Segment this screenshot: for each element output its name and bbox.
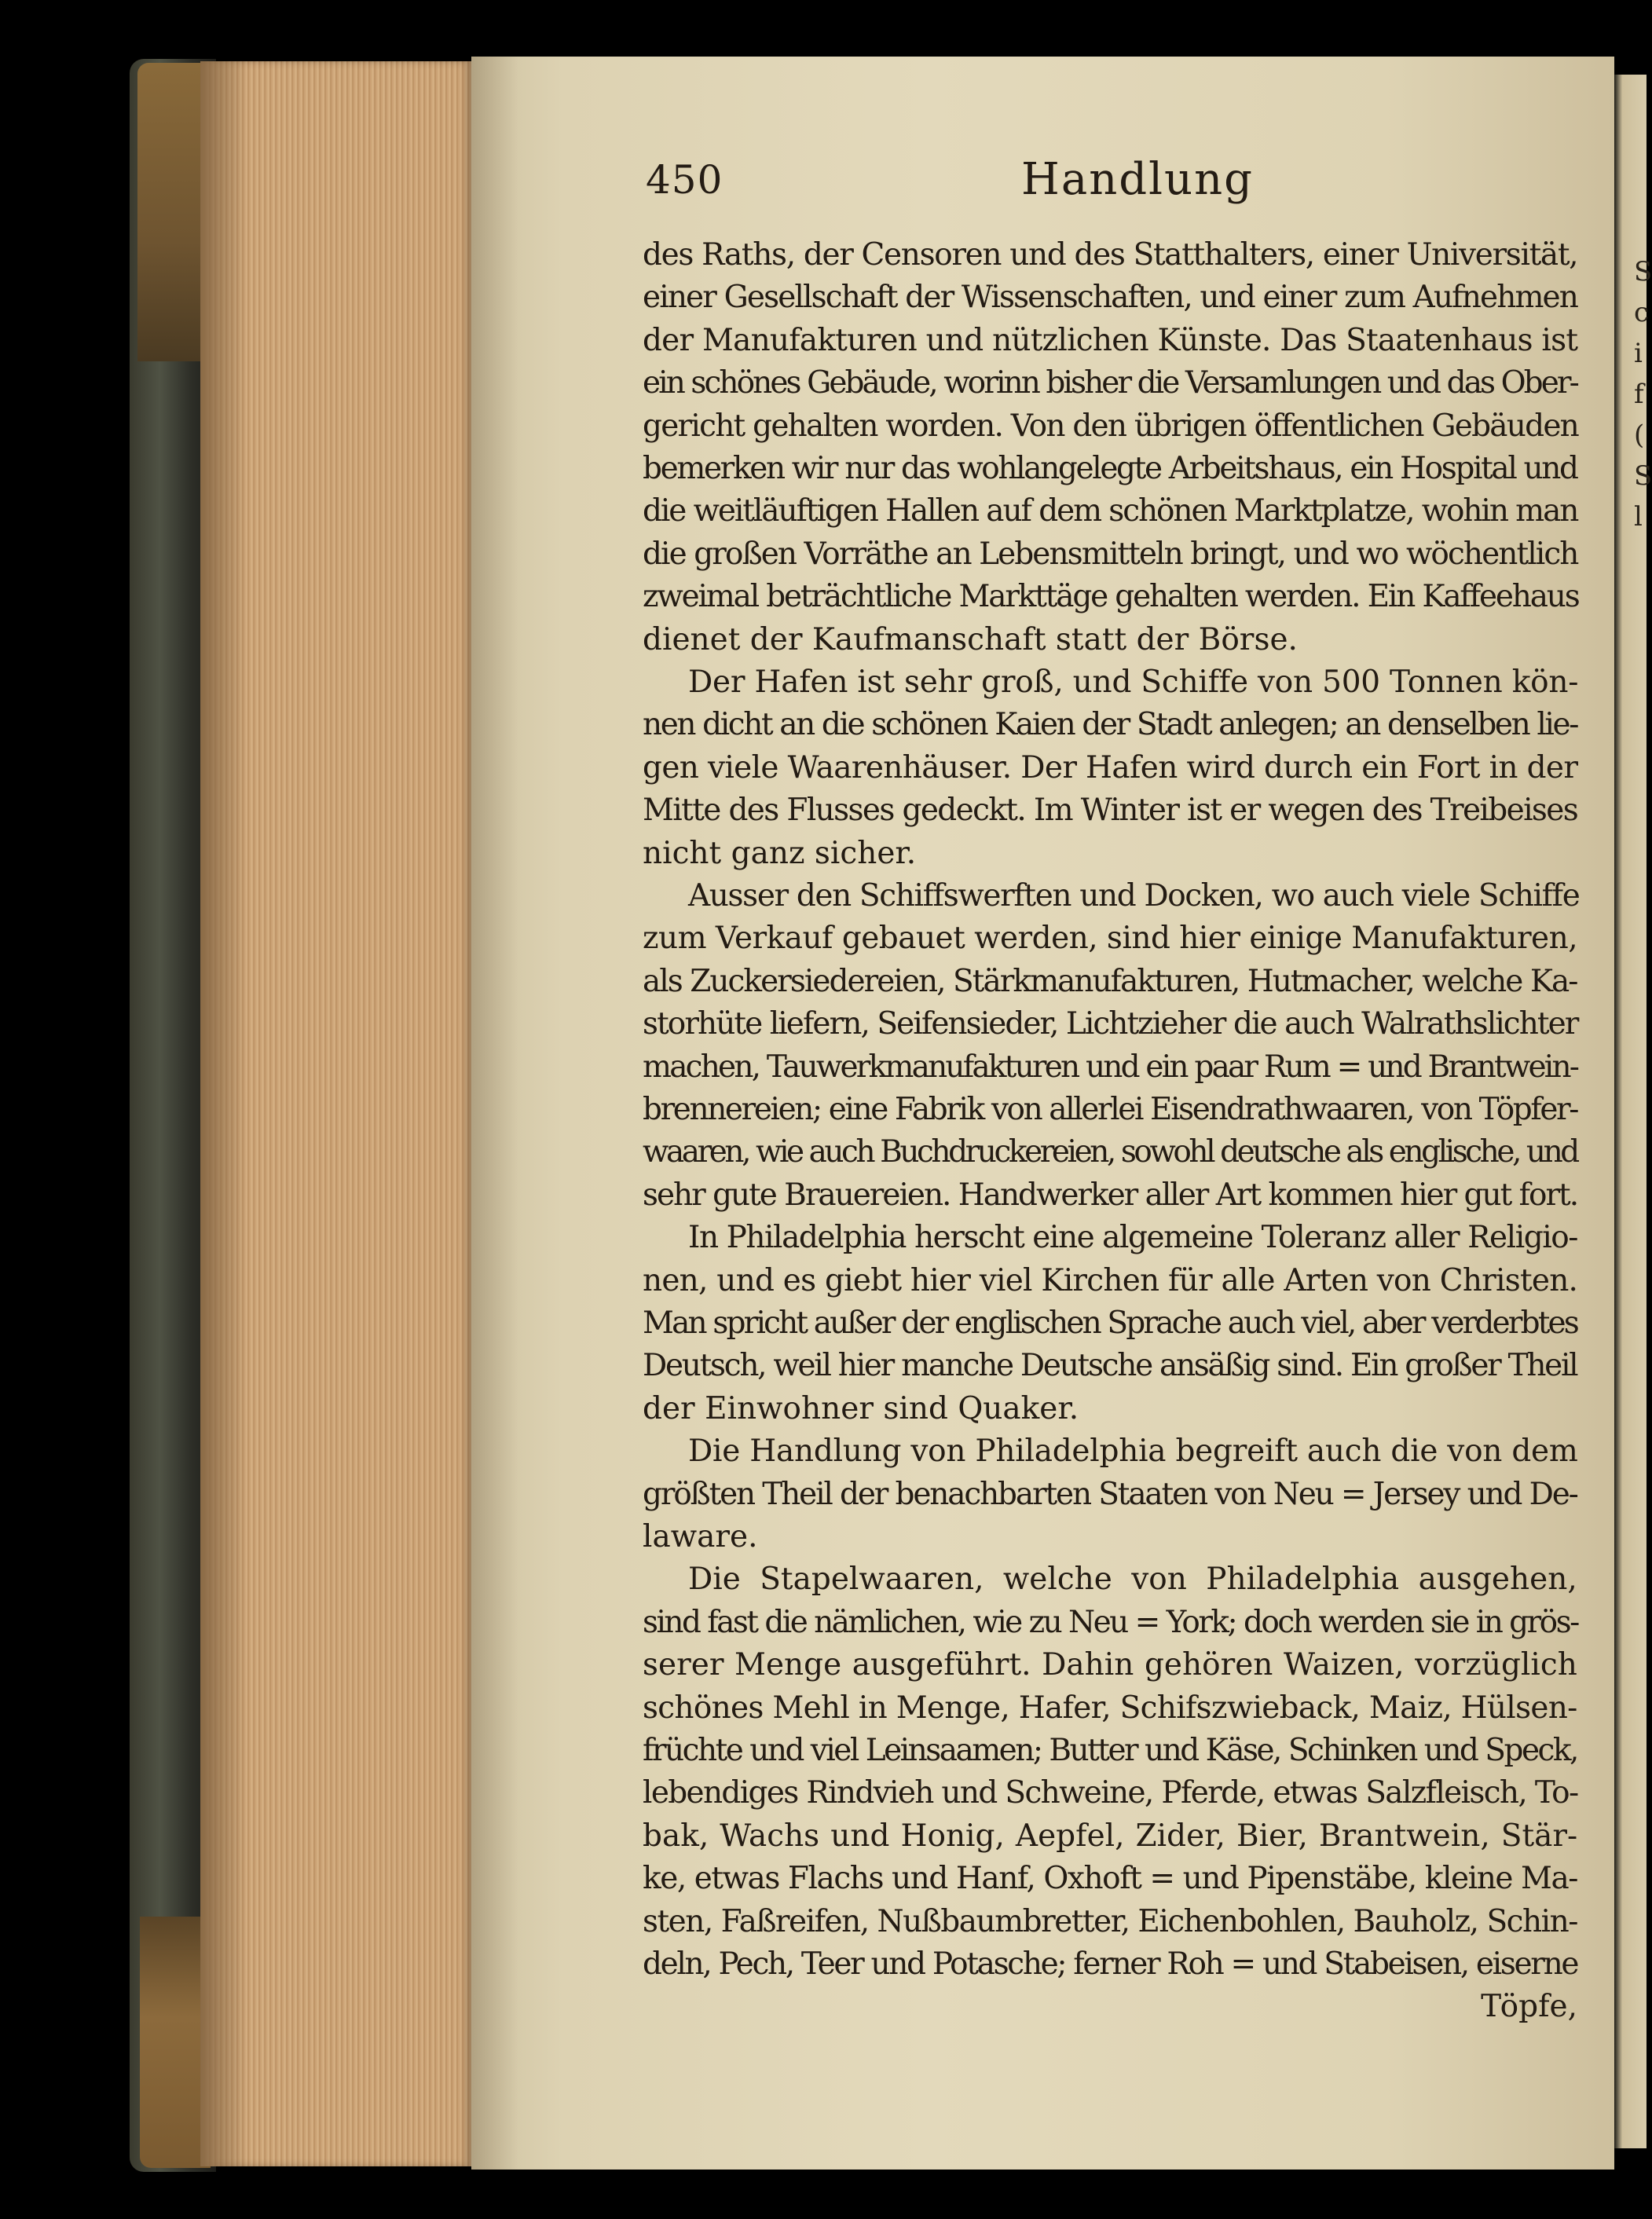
text-line: storhüte liefern, Seifensieder, Lichtzieher die auch Walrathslichter <box>643 1006 1578 1042</box>
text-line: gen viele Waarenhäuser. Der Hafen wird durch ein Fort in der <box>643 750 1578 785</box>
text-line: zum Verkauf gebauet werden, sind hier einige Manufakturen, <box>643 921 1578 956</box>
text-line: sind fast die nämlichen, wie zu Neu = York; doch werden sie in grös- <box>643 1605 1578 1640</box>
text-line: In Philadelphia herscht eine algemeine Toleranz aller Religio- <box>688 1220 1578 1255</box>
next-page-glyph: f <box>1634 379 1644 410</box>
next-page-fragment <box>1634 251 1652 537</box>
text-line: des Raths, der Censoren und des Statthalters, einer Universität, <box>643 237 1578 273</box>
text-line: nen, und es giebt hier viel Kirchen für alle Arten von Christen. <box>643 1263 1578 1298</box>
next-page-glyph: ( <box>1634 419 1645 451</box>
text-line: die weitläuftigen Hallen auf dem schönen Marktplatze, wohin man <box>643 493 1578 529</box>
text-line: Töpfe, <box>1481 1989 1577 2024</box>
next-page-glyph: S <box>1634 460 1652 492</box>
text-line: Man spricht außer der englischen Sprache auch viel, aber verderbtes <box>643 1305 1577 1341</box>
text-line: laware. <box>643 1519 758 1554</box>
text-line: ein schönes Gebäude, worinn bisher die Versamlungen und das Ober- <box>643 365 1577 401</box>
running-head: Handlung <box>1021 154 1255 205</box>
page-gutter-shadow <box>471 57 518 2170</box>
page-number: 450 <box>646 157 723 203</box>
text-line: die großen Vorräthe an Lebensmitteln bringt, und wo wöchentlich <box>643 536 1578 572</box>
text-line: einer Gesellschaft der Wissenschaften, und einer zum Aufnehmen <box>643 280 1578 315</box>
next-page-glyph: c <box>1634 297 1650 328</box>
text-line: brennereien; eine Fabrik von allerlei Eisendrathwaaren, von Töpfer- <box>643 1092 1578 1127</box>
text-line: zweimal beträchtliche Markttäge gehalten werden. Ein Kaffeehaus <box>643 579 1579 614</box>
text-line: ke, etwas Flachs und Hanf, Oxhoft = und Pipenstäbe, kleine Ma- <box>643 1861 1578 1896</box>
text-line: sehr gute Brauereien. Handwerker aller Art kommen hier gut fort. <box>643 1177 1578 1213</box>
text-line: gericht gehalten worden. Von den übrigen öffentlichen Gebäuden <box>643 408 1579 444</box>
text-line: früchte und viel Leinsaamen; Butter und Käse, Schinken und Speck, <box>643 1733 1577 1768</box>
text-line: sten, Faßreifen, Nußbaumbretter, Eichenbohlen, Bauholz, Schin- <box>643 1904 1577 1939</box>
page-block-shadow <box>200 61 247 2166</box>
text-line: Die Stapelwaaren, welche von Philadelphia ausgehen, <box>688 1562 1577 1597</box>
next-page-glyph: S <box>1634 256 1652 287</box>
text-line: bak, Wachs und Honig, Aepfel, Zider, Bier, Brantwein, Stär- <box>643 1818 1578 1854</box>
next-page-glyph: l <box>1634 501 1643 533</box>
text-line: machen, Tauwerkmanufakturen und ein paar Rum = und Brantwein- <box>643 1049 1578 1085</box>
text-line: der Einwohner sind Quaker. <box>643 1391 1079 1426</box>
text-line: größten Theil der benachbarten Staaten von Neu = Jersey und De- <box>643 1477 1577 1512</box>
text-line: Ausser den Schiffswerften und Docken, wo auch viele Schiffe <box>688 878 1580 914</box>
text-line: Mitte des Flusses gedeckt. Im Winter ist er wegen des Treibeises <box>643 793 1578 828</box>
text-line: Deutsch, weil hier manche Deutsche ansäßig sind. Ein großer Theil <box>643 1348 1577 1383</box>
text-line: serer Menge ausgeführt. Dahin gehören Waizen, vorzüglich <box>643 1647 1577 1683</box>
text-line: schönes Mehl in Menge, Hafer, Schifszwieback, Maiz, Hülsen- <box>643 1690 1577 1726</box>
text-line: dienet der Kaufmanschaft statt der Börse. <box>643 622 1298 657</box>
next-page-glyph: i <box>1634 338 1643 369</box>
text-line: nen dicht an die schönen Kaien der Stadt anlegen; an denselben lie- <box>643 707 1577 742</box>
body-text <box>643 234 1580 2029</box>
text-line: deln, Pech, Teer und Potasche; ferner Roh = und Stabeisen, eiserne <box>643 1946 1578 1982</box>
text-line: bemerken wir nur das wohlangelegte Arbeitshaus, ein Hospital und <box>643 451 1577 486</box>
text-line: der Manufakturen und nützlichen Künste. Das Staatenhaus ist <box>643 323 1578 358</box>
text-line: Der Hafen ist sehr groß, und Schiffe von 500 Tonnen kön- <box>688 665 1579 700</box>
text-line: nicht ganz sicher. <box>643 836 917 871</box>
text-line: Die Handlung von Philadelphia begreift auch die von dem <box>688 1434 1578 1469</box>
text-line: lebendiges Rindvieh und Schweine, Pferde, etwas Salzfleisch, To- <box>643 1775 1578 1811</box>
text-line: waaren, wie auch Buchdruckereien, sowohl deutsche als englische, und <box>643 1134 1577 1170</box>
text-line: als Zuckersiedereien, Stärkmanufakturen, Hutmacher, welche Ka- <box>643 964 1577 999</box>
